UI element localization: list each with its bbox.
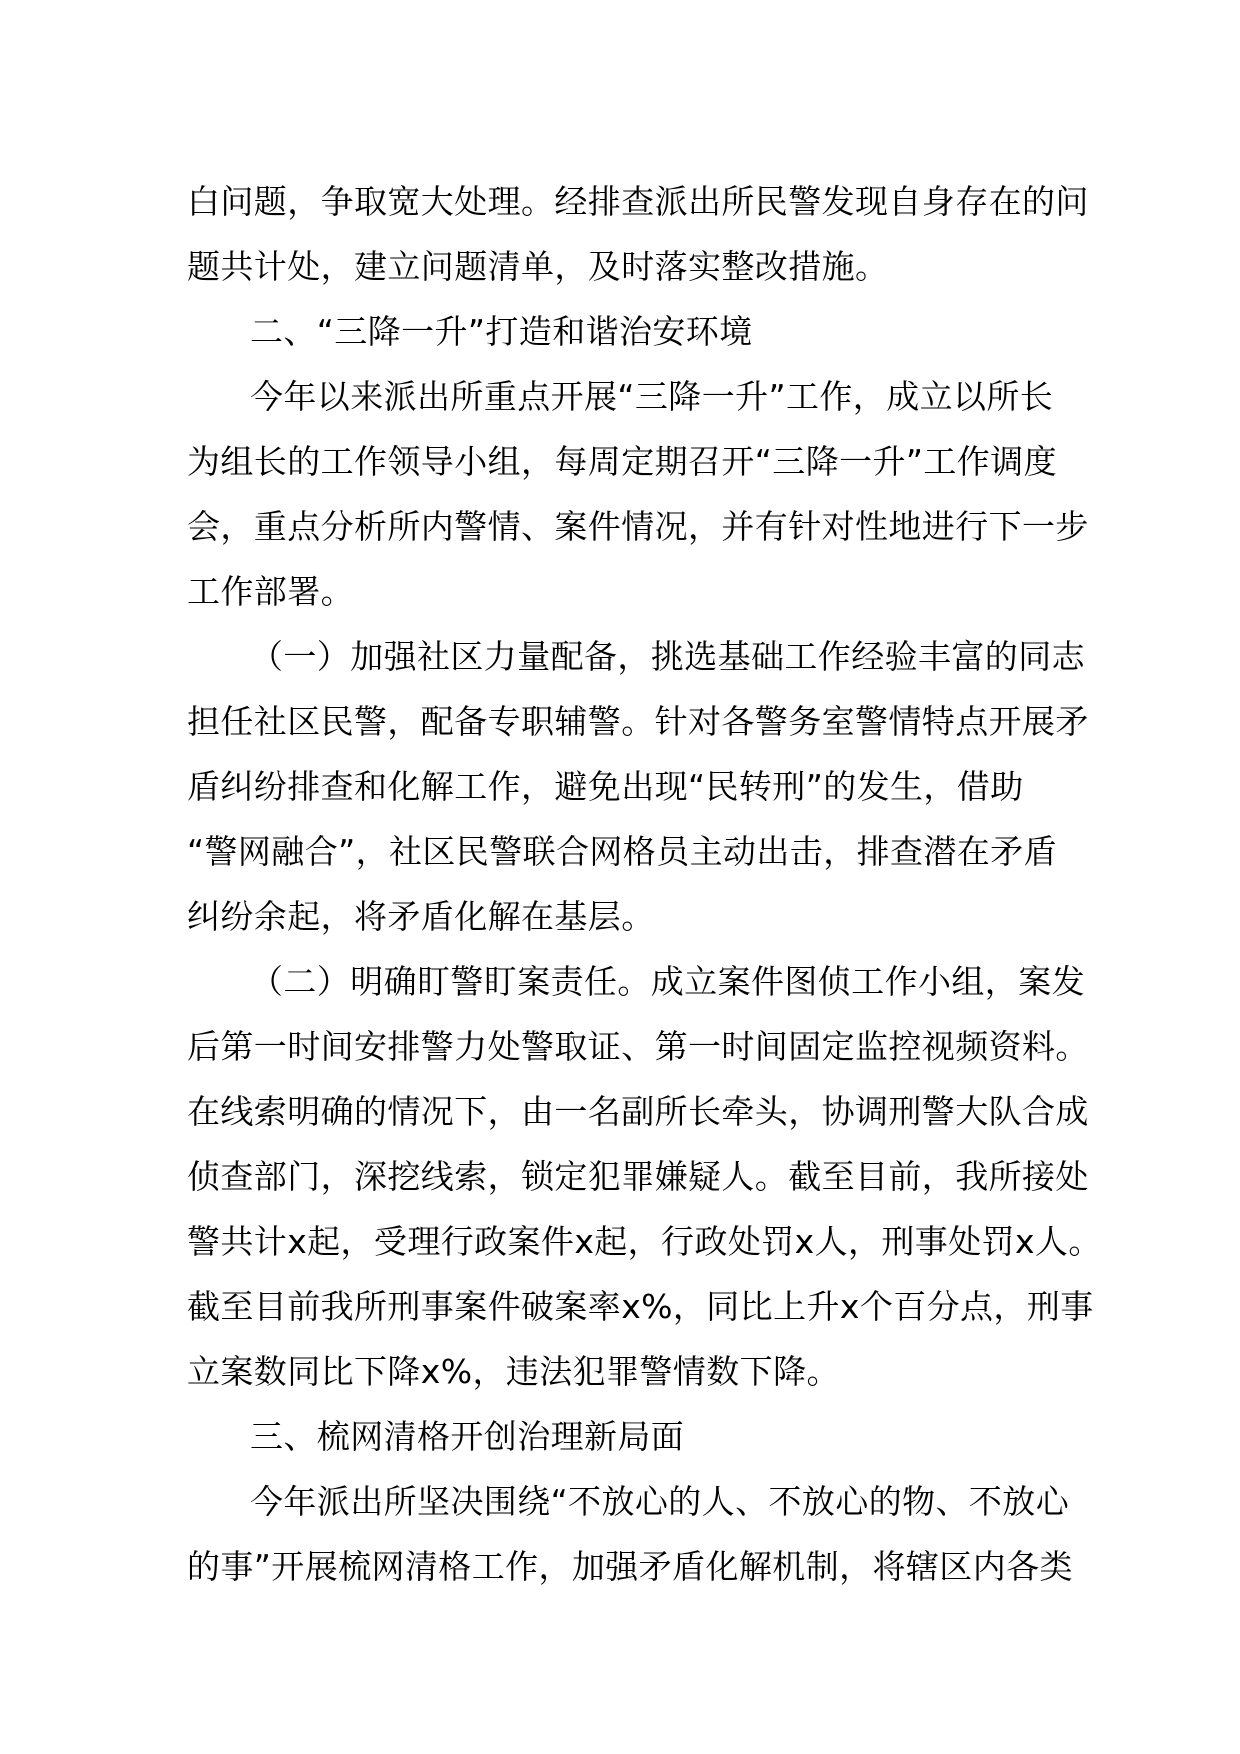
paragraph-line: 立案数同比下降x%，违法犯罪警情数下降。 <box>187 1352 840 1391</box>
paragraph-line: 截至目前我所刑事案件破案率x%，同比上升x个百分点，刑事 <box>187 1287 1094 1326</box>
paragraph-line: 为组长的工作领导小组，每周定期召开“三降一升”工作调度 <box>187 442 1057 481</box>
paragraph-line: 侦查部门，深挖线索，锁定犯罪嫌疑人。截至目前，我所接处 <box>187 1157 1089 1196</box>
paragraph-line: 纠纷余起，将矛盾化解在基层。 <box>187 897 655 936</box>
document-body <box>187 169 1102 1599</box>
section-heading: 二、“三降一升”打造和谐治安环境 <box>250 312 753 351</box>
paragraph-line: 在线索明确的情况下，由一名副所长牵头，协调刑警大队合成 <box>187 1092 1089 1131</box>
paragraph-line: 警共计x起，受理行政案件x起，行政处罚x人，刑事处罚x人。 <box>187 1222 1102 1261</box>
paragraph-line: 今年派出所坚决围绕“不放心的人、不放心的物、不放心 <box>250 1482 1070 1521</box>
paragraph-line: （一）加强社区力量配备，挑选基础工作经验丰富的同志 <box>250 637 1085 676</box>
section-heading: 三、梳网清格开创治理新局面 <box>250 1417 685 1456</box>
paragraph-line: 今年以来派出所重点开展“三降一升”工作，成立以所长 <box>250 377 1054 416</box>
paragraph-line: 担任社区民警，配备专职辅警。针对各警务室警情特点开展矛 <box>187 702 1089 741</box>
paragraph-line: 的事”开展梳网清格工作，加强矛盾化解机制，将辖区内各类 <box>187 1547 1073 1586</box>
paragraph-line: 后第一时间安排警力处警取证、第一时间固定监控视频资料。 <box>187 1027 1089 1066</box>
paragraph-line: （二）明确盯警盯案责任。成立案件图侦工作小组，案发 <box>250 962 1085 1001</box>
paragraph-line: 工作部署。 <box>187 572 354 611</box>
paragraph-line: 会，重点分析所内警情、案件情况，并有针对性地进行下一步 <box>187 507 1089 546</box>
paragraph-line: 题共计处，建立问题清单，及时落实整改措施。 <box>187 247 889 286</box>
paragraph-line: “警网融合”，社区民警联合网格员主动出击，排查潜在矛盾 <box>187 832 1057 871</box>
paragraph-line: 白问题，争取宽大处理。经排查派出所民警发现自身存在的问 <box>187 182 1089 221</box>
paragraph-line: 盾纠纷排查和化解工作，避免出现“民转刑”的发生，借助 <box>187 767 1024 806</box>
